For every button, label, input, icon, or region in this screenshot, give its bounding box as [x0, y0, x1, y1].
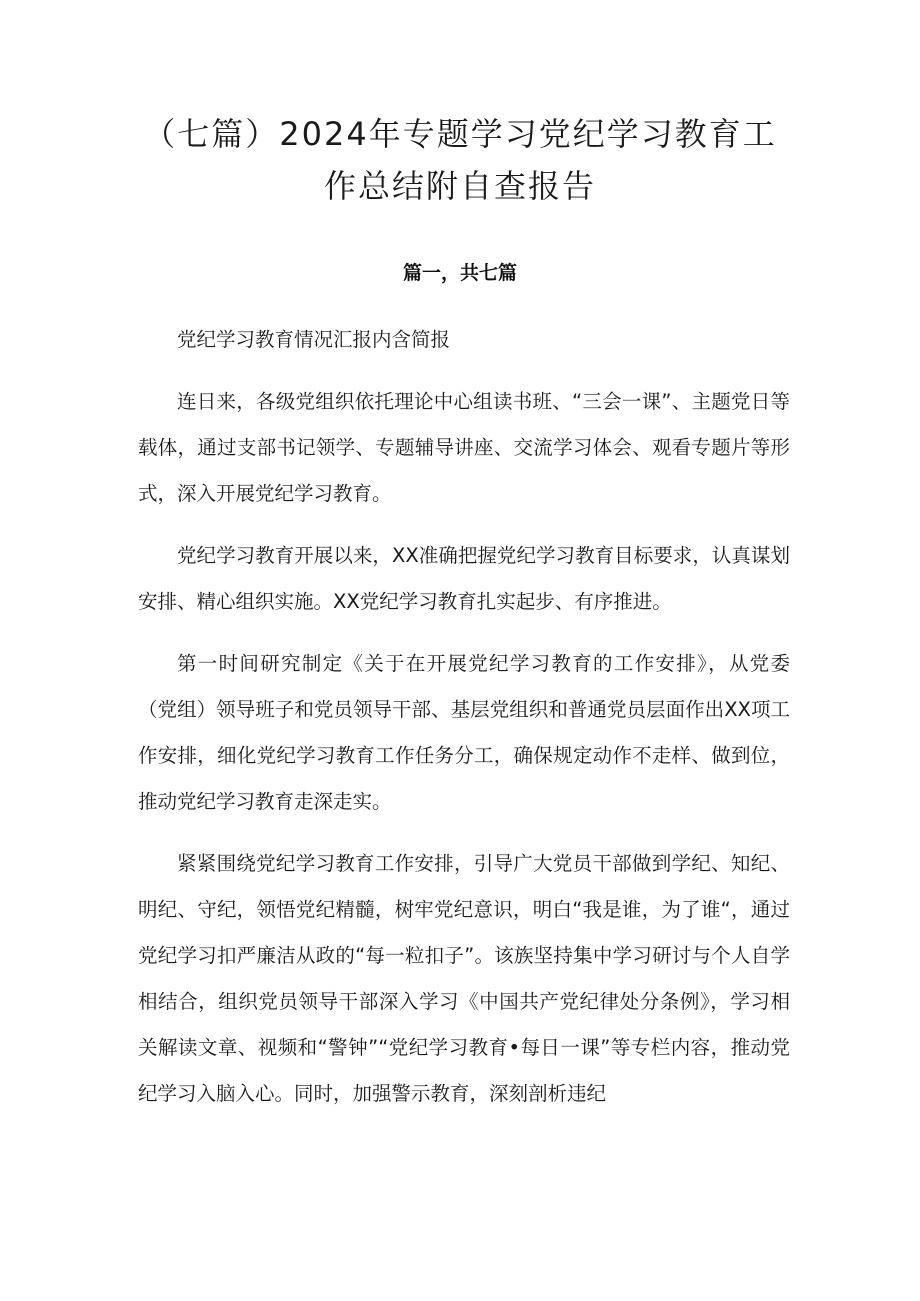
paragraph-4: 紧紧围绕党纪学习教育工作安排，引导广大党员干部做到学纪、知纪、明纪、守纪，领悟党纪精髓，树牢党纪意识，明白“我是谁，为了谁“，通过党纪学习扣严廉洁从政的“每一粒扣子”。该族坚持集中学习研讨与个人自学相结合，组织党员领导干部深入学习《中国共产党纪律处分条例》，学习相关解读文章、视频和“警钟”“党纪学习教育•每日一课”等专栏内容，推动党纪学习入脑入心。同时，加强警示教育，深刻剖析违纪 [138, 852, 790, 1105]
title-line-2: 作总结附自查报告 [323, 167, 596, 205]
paragraph-3: 第一时间研究制定《关于在开展党纪学习教育的工作安排》，从党委（党组）领导班子和党员领导干部、基层党组织和普通党员层面作出XX项工作安排，细化党纪学习教育工作任务分工，确保规定动作不走样、做到位，推动党纪学习教育走深走实。 [138, 652, 790, 813]
paragraph-1: 连日来，各级党组织依托理论中心组读书班、“三会一课”、主题党日等载体，通过支部书记领学、专题辅导讲座、交流学习体会、观看专题片等形式，深入开展党纪学习教育。 [138, 390, 790, 505]
document-body [138, 317, 790, 1117]
section-heading: 篇一，共七篇 [402, 262, 517, 284]
document-title [100, 108, 820, 212]
document-subtitle: 党纪学习教育情况汇报内含简报 [177, 328, 451, 351]
paragraph-2: 党纪学习教育开展以来，XX准确把握党纪学习教育目标要求，认真谋划安排、精心组织实施。XX党纪学习教育扎实起步、有序推进。 [138, 544, 790, 613]
title-line-1: （七篇）2024年专题学习党纪学习教育工 [143, 115, 777, 153]
